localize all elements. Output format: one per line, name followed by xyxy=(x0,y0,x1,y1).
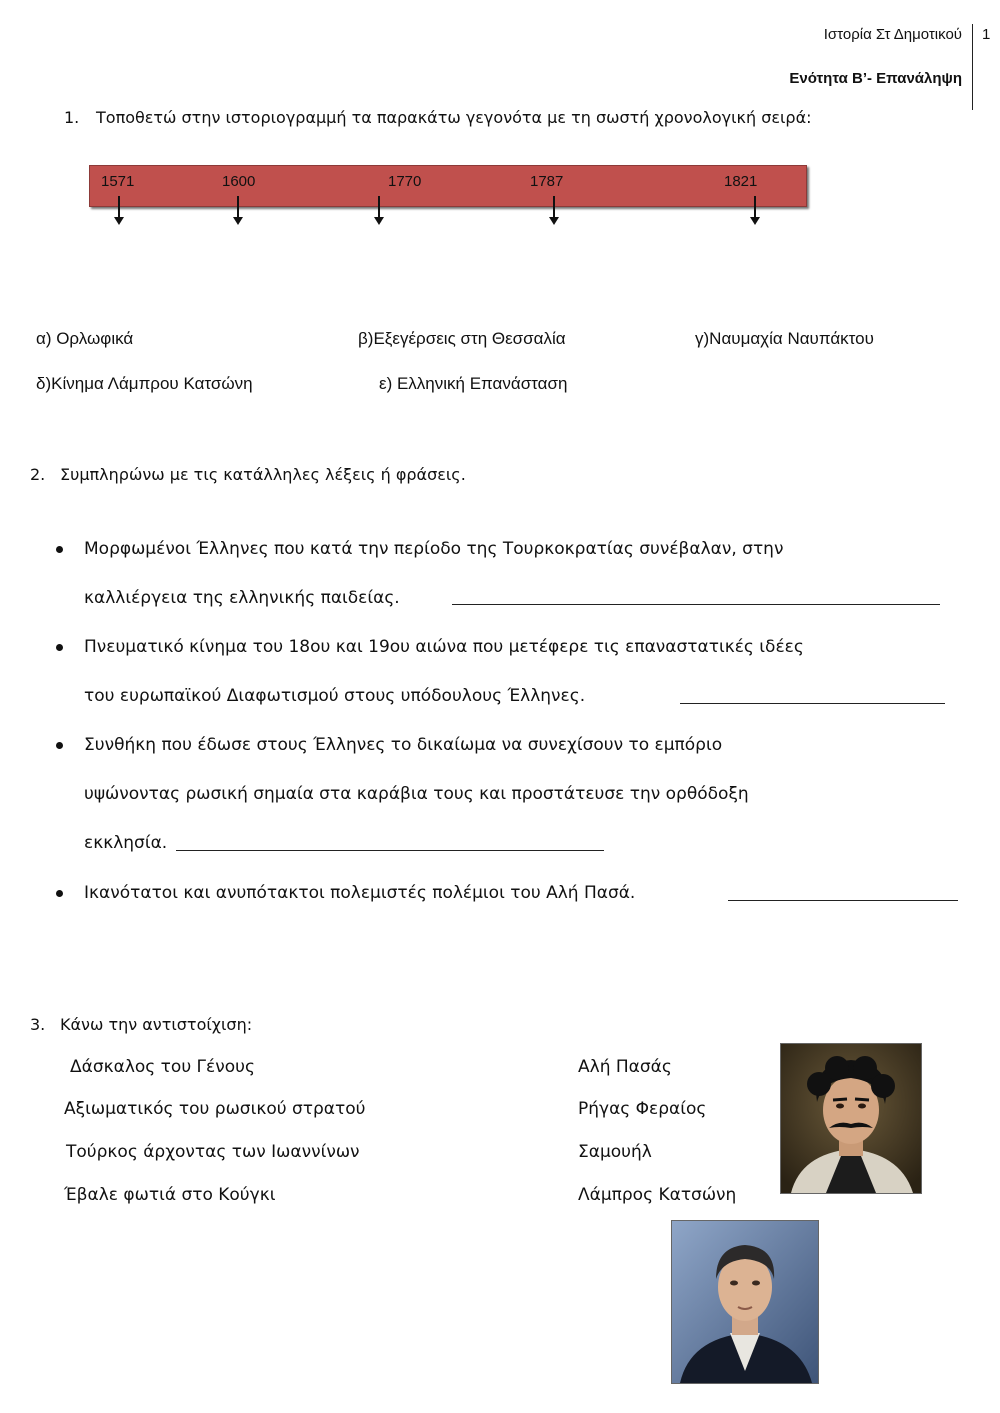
answer-blank[interactable] xyxy=(452,604,940,605)
fill-item-text: Συνθήκη που έδωσε στους Έλληνες το δικαίωμα να συνεχίσουν το εμπόριο xyxy=(84,735,723,755)
match-right-item[interactable]: Λάμπρος Κατσώνη xyxy=(578,1185,737,1205)
bullet-icon xyxy=(56,644,63,651)
timeline-arrow-icon xyxy=(553,196,555,218)
match-left-item[interactable]: Αξιωματικός του ρωσικού στρατού xyxy=(64,1099,366,1119)
timeline-arrow-icon xyxy=(378,196,380,218)
event-option: α) Ορλωφικά xyxy=(36,329,134,348)
q2-text: Συμπληρώνω με τις κατάλληλες λέξεις ή φράσεις. xyxy=(60,465,466,484)
timeline-year: 1787 xyxy=(530,173,564,190)
answer-blank[interactable] xyxy=(728,900,958,901)
fill-item-text: Ικανότατοι και ανυπότακτοι πολεμιστές πολέμιοι του Αλή Πασά. xyxy=(84,883,636,903)
header-divider xyxy=(972,24,973,110)
document-title: Ιστορία Στ Δημοτικού xyxy=(823,26,962,43)
portrait-image xyxy=(671,1220,819,1384)
timeline-arrow-icon xyxy=(118,196,120,218)
q3-text: Κάνω την αντιστοίχιση: xyxy=(60,1015,253,1034)
event-option: β)Εξεγέρσεις στη Θεσσαλία xyxy=(358,329,566,348)
answer-blank[interactable] xyxy=(680,703,945,704)
timeline-year: 1571 xyxy=(101,173,135,190)
event-option: ε) Ελληνική Επανάσταση xyxy=(379,374,568,393)
match-left-item[interactable]: Έβαλε φωτιά στο Κούγκι xyxy=(64,1185,276,1205)
timeline-year: 1821 xyxy=(724,173,758,190)
fill-item-text: Μορφωμένοι Έλληνες που κατά την περίοδο της Τουρκοκρατίας συνέβαλαν, στην xyxy=(84,539,784,559)
event-option: γ)Ναυμαχία Ναυπάκτου xyxy=(695,329,874,348)
match-right-item[interactable]: Αλή Πασάς xyxy=(578,1057,672,1077)
timeline-bar xyxy=(89,165,807,207)
fill-item-text: καλλιέργεια της ελληνικής παιδείας. xyxy=(84,588,400,608)
bullet-icon xyxy=(56,890,63,897)
q1-number: 1. xyxy=(64,108,80,127)
page-number: 1 xyxy=(982,26,991,43)
portrait-image xyxy=(780,1043,922,1194)
match-left-item[interactable]: Τούρκος άρχοντας των Ιωαννίνων xyxy=(66,1142,360,1162)
timeline-year: 1600 xyxy=(222,173,256,190)
match-right-item[interactable]: Ρήγας Φεραίος xyxy=(578,1099,707,1119)
match-left-item[interactable]: Δάσκαλος του Γένους xyxy=(70,1057,255,1077)
fill-item-text: Πνευματικό κίνημα του 18ου και 19ου αιώνα που μετέφερε τις επαναστατικές ιδέες xyxy=(84,637,804,657)
fill-item-text: του ευρωπαϊκού Διαφωτισμού στους υπόδουλους Έλληνες. xyxy=(84,686,586,706)
document-subtitle: Ενότητα Β’- Επανάληψη xyxy=(789,70,962,87)
q3-number: 3. xyxy=(30,1015,46,1034)
timeline-year: 1770 xyxy=(388,173,422,190)
fill-item-text: εκκλησία. xyxy=(84,833,168,853)
bullet-icon xyxy=(56,742,63,749)
timeline-arrow-icon xyxy=(754,196,756,218)
bullet-icon xyxy=(56,546,63,553)
event-option: δ)Κίνημα Λάμπρου Κατσώνη xyxy=(36,374,253,393)
match-right-item[interactable]: Σαμουήλ xyxy=(578,1142,652,1162)
answer-blank[interactable] xyxy=(176,850,604,851)
timeline-arrow-icon xyxy=(237,196,239,218)
q2-number: 2. xyxy=(30,465,46,484)
fill-item-text: υψώνοντας ρωσική σημαία στα καράβια τους και προστάτευσε την ορθόδοξη xyxy=(84,784,749,804)
q1-text: Τοποθετώ στην ιστοριογραμμή τα παρακάτω γεγονότα με τη σωστή χρονολογική σειρά: xyxy=(96,108,812,127)
